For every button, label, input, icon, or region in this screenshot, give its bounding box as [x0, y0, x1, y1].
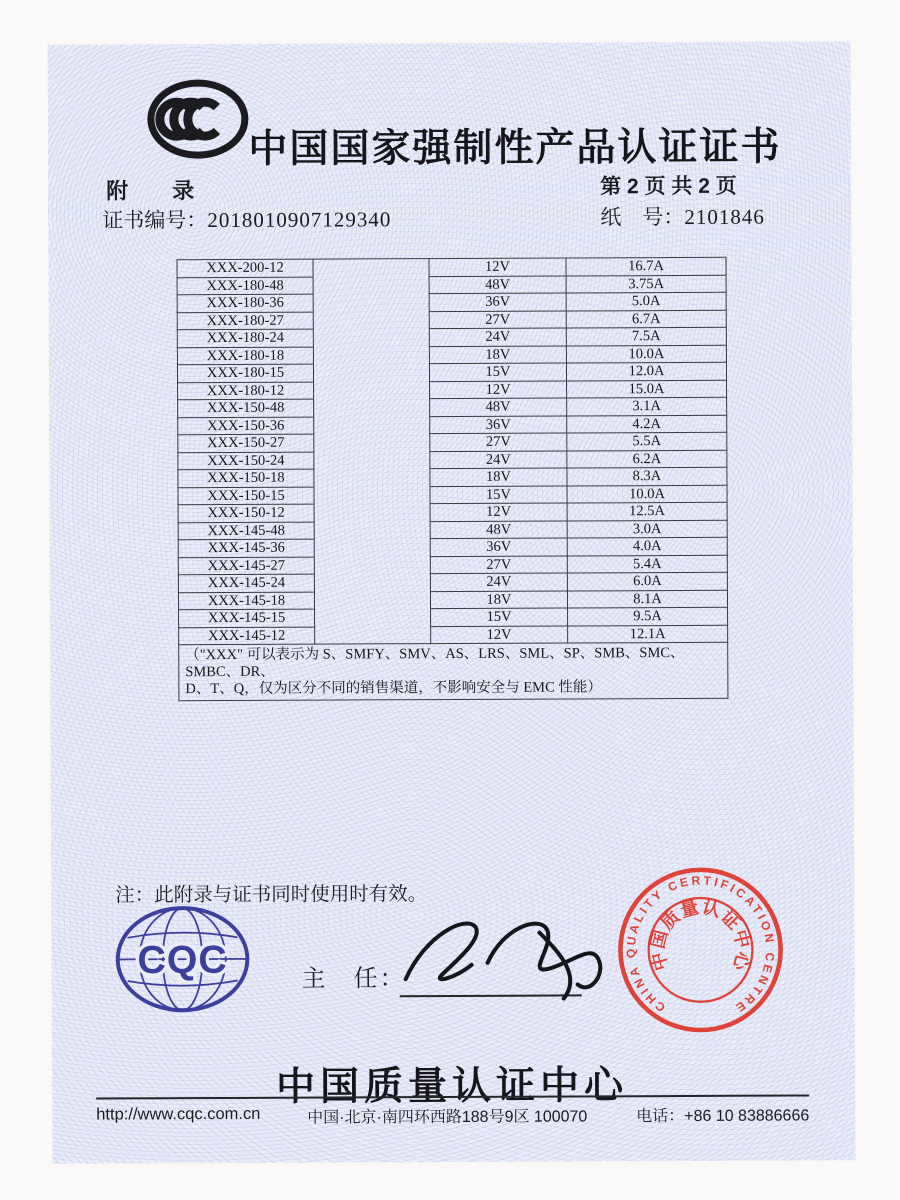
paper-number-line	[600, 201, 765, 232]
svg-text:CHINA QUALITY CERTIFICATION CE	[624, 873, 778, 1015]
table-note-cell	[179, 642, 728, 700]
model-cell: XXX-150-36	[178, 417, 314, 435]
appendix-label: 附 录	[106, 178, 195, 204]
current-cell: 15.0A	[567, 380, 727, 398]
signature-icon	[391, 904, 631, 1005]
cqc-red-stamp	[609, 859, 792, 1047]
current-cell: 5.5A	[567, 432, 727, 450]
voltage-cell: 18V	[429, 345, 566, 363]
organization-name: 中国质量认证中心	[276, 1064, 629, 1109]
model-cell: XXX-150-24	[178, 452, 314, 470]
stamp-icon	[609, 859, 792, 1042]
model-cell: XXX-180-15	[177, 364, 313, 382]
current-cell: 12.1A	[568, 625, 728, 643]
current-cell: 5.4A	[567, 555, 727, 573]
current-cell: 3.75A	[566, 275, 726, 293]
current-cell: 4.2A	[567, 415, 727, 433]
voltage-cell: 36V	[429, 293, 566, 311]
footer-address: 中国·北京·南四环西路188号9区 100070	[307, 1108, 588, 1127]
table-note-line2: D、T、Q，仅为区分不同的销售渠道，不影响安全与 EMC 性能）	[185, 679, 602, 698]
model-cell: XXX-145-12	[179, 627, 315, 645]
model-cell: XXX-180-36	[177, 294, 313, 312]
stamp-ring-text-cn: 中国质量认证中心	[647, 896, 754, 973]
voltage-cell: 18V	[430, 590, 567, 608]
certificate-number-line	[102, 203, 391, 234]
certificate-number-value: 2018010907129340	[207, 207, 392, 233]
model-cell: XXX-180-18	[177, 347, 313, 365]
current-cell: 9.5A	[568, 607, 728, 625]
current-cell: 3.1A	[567, 397, 727, 415]
voltage-cell: 24V	[430, 450, 567, 468]
current-cell: 16.7A	[566, 257, 726, 275]
paper-number-value: 2101846	[684, 204, 765, 229]
paper-number-label: 纸 号：	[600, 205, 685, 230]
voltage-cell: 24V	[429, 328, 566, 346]
model-cell: XXX-150-48	[178, 399, 314, 417]
voltage-cell: 24V	[430, 573, 567, 591]
footer-website: http://www.cqc.com.cn	[96, 1104, 261, 1124]
voltage-cell: 12V	[429, 258, 566, 276]
model-cell: XXX-180-27	[177, 312, 313, 330]
voltage-cell: 15V	[429, 363, 566, 381]
page-number-info: 第 2 页 共 2 页	[600, 174, 737, 199]
cqc-logo	[113, 904, 252, 1020]
voltage-cell: 48V	[430, 398, 567, 416]
voltage-cell: 12V	[430, 380, 567, 398]
cqc-logo-text: CQC	[137, 937, 228, 983]
model-cell: XXX-145-24	[178, 574, 314, 592]
voltage-cell: 18V	[430, 468, 567, 486]
table-note-line1: （"XXX" 可以表示为 S、SMFY、SMV、AS、LRS、SML、SP、SMB、SMC、SMBC、DR、	[185, 644, 685, 681]
director-signature	[391, 904, 631, 1010]
table-note-row	[179, 642, 728, 700]
current-cell: 7.5A	[566, 327, 726, 345]
model-cell: XXX-150-27	[178, 434, 314, 452]
current-cell: 6.2A	[567, 450, 727, 468]
spec-table-body	[177, 257, 728, 644]
voltage-cell: 12V	[430, 503, 567, 521]
voltage-cell: 27V	[430, 433, 567, 451]
certificate-page	[48, 41, 856, 1163]
model-cell: XXX-150-18	[178, 469, 314, 487]
svg-text:中国质量认证中心	[646, 896, 754, 974]
current-cell: 12.5A	[567, 502, 727, 520]
model-cell: XXX-150-15	[178, 487, 314, 505]
model-cell: XXX-200-12	[177, 259, 313, 277]
model-cell: XXX-180-12	[178, 382, 314, 400]
current-cell: 8.1A	[567, 590, 727, 608]
merged-blank-cell	[313, 259, 431, 645]
current-cell: 10.0A	[566, 345, 726, 363]
current-cell: 6.7A	[566, 310, 726, 328]
model-cell: XXX-145-15	[179, 609, 315, 627]
model-cell: XXX-145-36	[178, 539, 314, 557]
voltage-cell: 36V	[430, 415, 567, 433]
footer-phone: 电话：+86 10 83886666	[636, 1107, 810, 1126]
stamp-ring-text-en: CHINA QUALITY CERTIFICATION CENTRE	[623, 873, 778, 1015]
voltage-cell: 27V	[429, 310, 566, 328]
director-label: 主 任：	[301, 965, 406, 993]
current-cell: 6.0A	[567, 572, 727, 590]
voltage-cell: 36V	[430, 538, 567, 556]
model-cell: XXX-145-18	[178, 592, 314, 610]
current-cell: 10.0A	[567, 485, 727, 503]
current-cell: 8.3A	[567, 467, 727, 485]
model-cell: XXX-145-27	[178, 557, 314, 575]
voltage-cell: 12V	[431, 625, 568, 643]
voltage-cell: 48V	[429, 275, 566, 293]
voltage-cell: 15V	[430, 485, 567, 503]
current-cell: 12.0A	[566, 362, 726, 380]
cqc-globe-icon	[113, 904, 251, 1015]
current-cell: 4.0A	[567, 537, 727, 555]
model-cell: XXX-180-48	[177, 277, 313, 295]
model-cell: XXX-145-48	[178, 522, 314, 540]
current-cell: 5.0A	[566, 292, 726, 310]
voltage-cell: 27V	[430, 555, 567, 573]
validity-note: 注：此附录与证书同时使用时有效。	[115, 883, 428, 907]
model-spec-table	[176, 257, 728, 701]
model-cell: XXX-150-12	[178, 504, 314, 522]
model-cell: XXX-180-24	[177, 329, 313, 347]
page-title: 中国国家强制性产品认证证书	[248, 125, 782, 171]
certificate-number-label: 证书编号：	[102, 209, 208, 233]
current-cell: 3.0A	[567, 520, 727, 538]
voltage-cell: 15V	[431, 608, 568, 626]
voltage-cell: 48V	[430, 520, 567, 538]
